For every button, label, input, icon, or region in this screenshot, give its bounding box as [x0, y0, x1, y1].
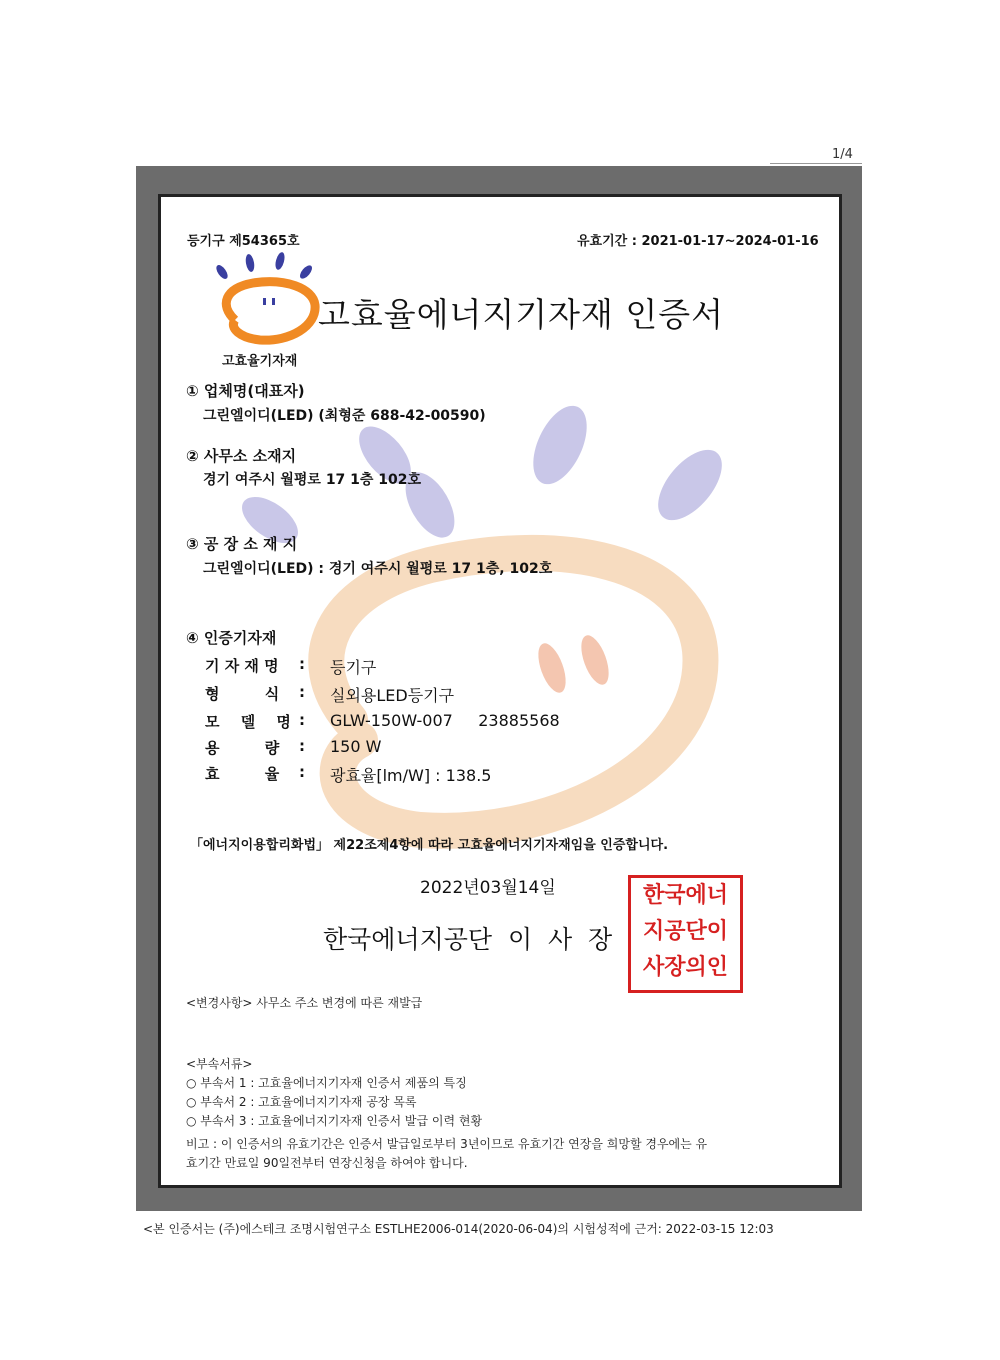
spec-value: 등기구	[330, 658, 377, 677]
issue-date: 2022년03월14일	[420, 878, 556, 898]
section-office-heading: ② 사무소 소재지	[186, 447, 297, 465]
section-company-value: 그린엘이디(LED) (최형준 688-42-00590)	[203, 408, 486, 424]
spec-label: 형 식	[205, 685, 280, 703]
section-factory-heading: ③ 공 장 소 재 지	[186, 535, 298, 553]
spec-value: GLW-150W-007 23885568	[330, 711, 560, 730]
logo-caption: 고효율기자재	[222, 354, 298, 369]
spec-colon: :	[299, 763, 305, 781]
spec-label: 기 자 재 명	[205, 657, 279, 675]
spec-label: 모 델 명	[205, 713, 291, 731]
seal-line: 사장의인	[642, 955, 728, 980]
spec-colon: :	[299, 655, 305, 673]
attachment-item: ○ 부속서 2 : 고효율에너지기자재 공장 목록	[186, 1095, 417, 1109]
issuer-name: 한국에너지공단 이 사 장	[323, 925, 613, 954]
spec-colon: :	[299, 711, 305, 729]
attachment-item: ○ 부속서 1 : 고효율에너지기자재 인증서 제품의 특징	[186, 1076, 467, 1090]
seal-line: 한국에너	[642, 883, 728, 908]
section-factory-value: 그린엘이디(LED) : 경기 여주시 월평로 17 1층, 102호	[203, 561, 553, 577]
page-indicator: 1/4	[832, 147, 853, 162]
attachment-item: ○ 부속서 3 : 고효율에너지기자재 인증서 발급 이력 현황	[186, 1114, 483, 1128]
certificate-title: 고효율에너지기자재 인증서	[318, 295, 725, 334]
spec-value: 광효율[lm/W] : 138.5	[330, 766, 492, 785]
validity-period: 유효기간 : 2021-01-17~2024-01-16	[577, 234, 819, 249]
spec-colon: :	[299, 683, 305, 701]
certification-statement: 「에너지이용합리화법」 제22조제4항에 따라 고효율에너지기자재임을 인증합니다.	[190, 838, 669, 853]
section-office-value: 경기 여주시 월평로 17 1층 102호	[203, 472, 422, 488]
spec-value: 실외용LED등기구	[330, 686, 455, 705]
official-seal	[628, 875, 743, 993]
energy-logo-icon	[205, 250, 325, 350]
spec-colon: :	[299, 737, 305, 755]
footer-test-reference: <본 인증서는 (주)에스테크 조명시험연구소 ESTLHE2006-014(2020-06-04)의 시험성적에 근거: 2022-03-15 12:03	[143, 1222, 774, 1236]
spec-label: 용 량	[205, 739, 280, 757]
remark-line: 효기간 만료일 90일전부터 연장신청을 하여야 합니다.	[186, 1156, 468, 1170]
change-note: <변경사항> 사무소 주소 변경에 따른 재발급	[186, 996, 423, 1010]
attachments-heading: <부속서류>	[186, 1057, 253, 1071]
section-company-heading: ① 업체명(대표자)	[186, 382, 305, 400]
spec-value: 150 W	[330, 737, 382, 756]
section-equipment-heading: ④ 인증기자재	[186, 629, 277, 647]
remark-line: 비고 : 이 인증서의 유효기간은 인증서 발급일로부터 3년이므로 유효기간 연장을 희망할 경우에는 유	[186, 1137, 708, 1151]
seal-line: 지공단이	[642, 919, 728, 944]
certificate-number: 등기구 제54365호	[187, 234, 300, 249]
spec-label: 효 율	[205, 765, 280, 783]
